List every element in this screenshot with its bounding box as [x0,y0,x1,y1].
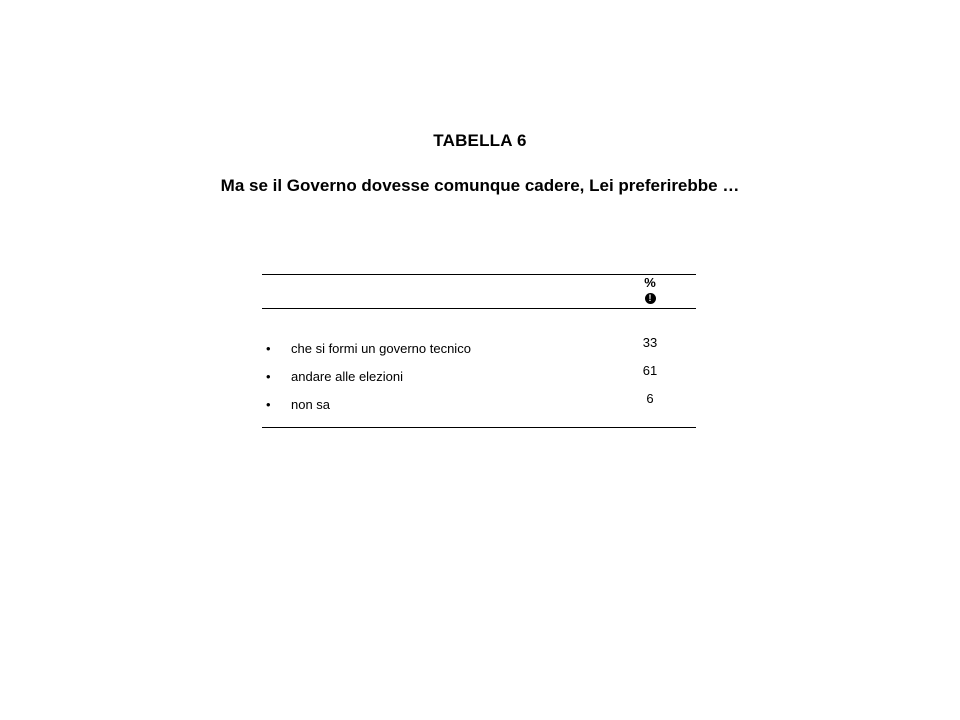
bullet-icon: • [266,397,271,412]
table-row [262,391,696,419]
table-row [262,363,696,391]
bullet-icon: • [266,341,271,356]
row-value: 61 [642,363,658,378]
table-bottom-rule [262,427,696,428]
row-value: 6 [646,391,654,406]
bullet-icon: • [266,369,271,384]
question-heading: Ma se il Governo dovesse comunque cadere, Lei preferirebbe … [220,176,740,195]
row-label: che si formi un governo tecnico [291,341,471,356]
table-row [262,335,696,363]
row-value: 33 [642,335,658,350]
table-number-title: TABELLA 6 [433,131,527,150]
exclamation-circle-icon: ! [645,293,656,304]
table-top-rule [262,274,696,275]
row-label: non sa [291,397,331,412]
table-header-rule [262,308,696,309]
row-label: andare alle elezioni [291,369,404,384]
percent-column-header [630,276,670,304]
percent-unit-label: % [644,275,656,290]
